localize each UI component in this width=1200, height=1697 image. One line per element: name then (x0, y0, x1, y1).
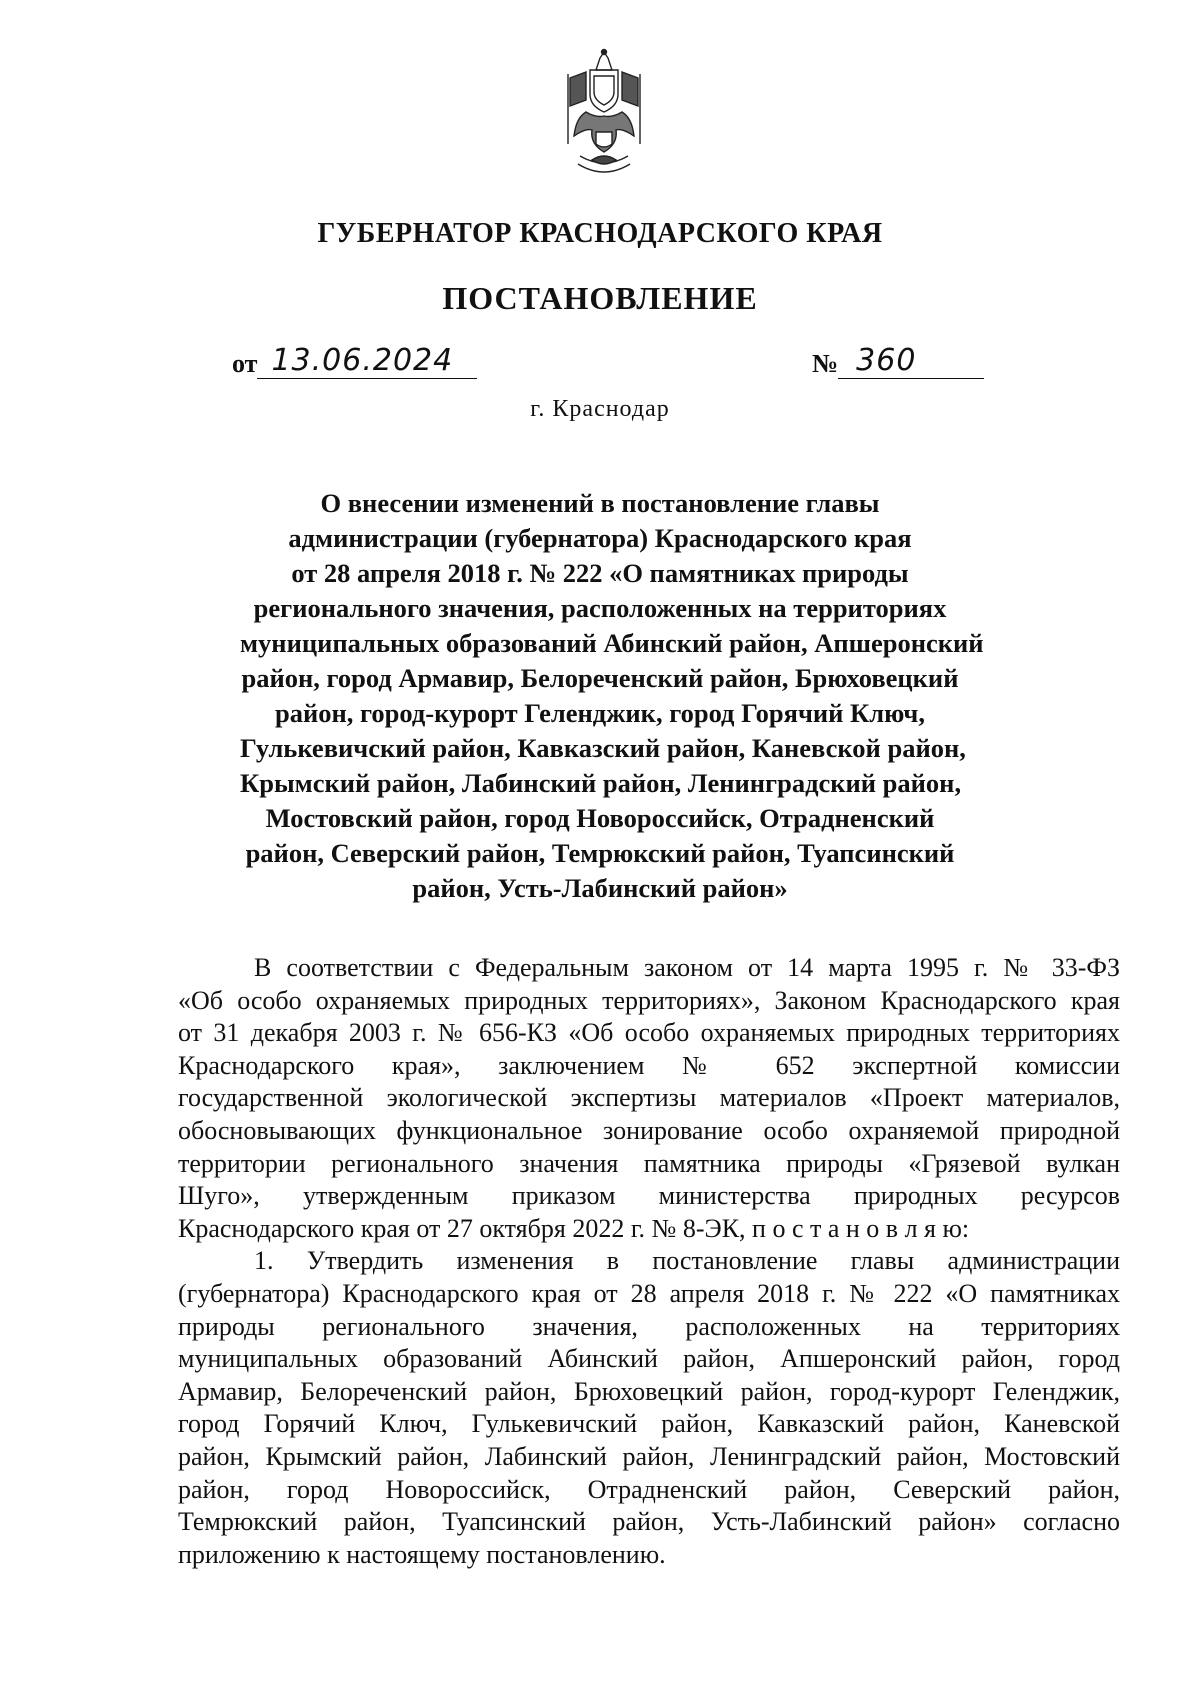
body-line: Краснодарского края», заключением № 652 экспертной комиссии (178, 1050, 1120, 1080)
body-line: Шуго», утвержденным приказом министерства природных ресурсов (178, 1181, 1120, 1211)
body-line: район, город Новороссийск, Отрадненский район, Северский район, (178, 1474, 1120, 1504)
body-line: «Об особо охраняемых природных территориях», Законом Краснодарского края (178, 985, 1120, 1015)
date-field (232, 344, 477, 379)
title-line: О внесении изменений в постановление главы (320, 488, 880, 518)
title-line: район, Усть-Лабинский район» (412, 873, 788, 903)
body-line: В соответствии с Федеральным законом от 14 марта 1995 г. № 33-ФЗ (254, 953, 1120, 982)
title-line: Крымский район, Лабинский район, Ленинградский район, (240, 768, 962, 798)
body-line: приложению к настоящему постановлению. (178, 1539, 666, 1569)
title-line: муниципальных образований Абинский район, Апшеронский (240, 628, 984, 658)
body-line: территории регионального значения памятника природы «Грязевой вулкан (178, 1148, 1120, 1178)
date-value: 13.06.2024 (257, 344, 477, 379)
body-line: муниципальных образований Абинский район, Апшеронский район, город (178, 1344, 1120, 1374)
document-title (240, 486, 984, 906)
title-line: район, город Армавир, Белореченский район, Брюховецкий (241, 663, 959, 693)
body-line: район, Крымский район, Лабинский район, Ленинградский район, Мостовский (178, 1441, 1120, 1471)
title-line: регионального значения, расположенных на территориях (253, 593, 947, 623)
body-text (178, 952, 1120, 1571)
document-type-heading: ПОСТАНОВЛЕНИЕ (442, 280, 758, 316)
number-value: 360 (838, 344, 984, 379)
title-line: от 28 апреля 2018 г. № 222 «О памятниках природы (291, 558, 909, 588)
title-line: Гулькевичский район, Кавказский район, Каневской район, (240, 733, 966, 763)
body-line: Темрюкский район, Туапсинский район, Усть-Лабинский район» согласно (178, 1507, 1120, 1537)
coat-of-arms-icon (556, 48, 652, 184)
body-line: природы регионального значения, расположенных на территориях (178, 1311, 1120, 1341)
title-line: Мостовский район, город Новороссийск, Отрадненский (265, 803, 935, 833)
body-line: город Горячий Ключ, Гулькевичский район, Кавказский район, Каневской (178, 1409, 1120, 1439)
body-line: 1. Утвердить изменения в постановление главы администрации (254, 1246, 1120, 1276)
body-line: (губернатора) Краснодарского края от 28 апреля 2018 г. № 222 «О памятниках (178, 1278, 1120, 1308)
city-line: г. Краснодар (530, 396, 670, 422)
body-line: обосновывающих функциональное зонирование особо охраняемой природной (178, 1115, 1120, 1145)
date-prefix: от (232, 349, 258, 378)
number-field (812, 344, 984, 379)
body-line: Армавир, Белореченский район, Брюховецкий район, город-курорт Геленджик, (178, 1376, 1120, 1406)
title-line: район, город-курорт Геленджик, город Горячий Ключ, (275, 698, 925, 728)
number-prefix: № (812, 349, 839, 378)
body-line: от 31 декабря 2003 г. № 656-КЗ «Об особо охраняемых природных территориях (178, 1018, 1120, 1048)
title-line: район, Северский район, Темрюкский район, Туапсинский (245, 838, 955, 868)
body-line: Краснодарского края от 27 октября 2022 г. № 8-ЭК, п о с т а н о в л я ю: (178, 1213, 970, 1243)
body-line: государственной экологической экспертизы материалов «Проект материалов, (178, 1083, 1120, 1113)
authority-heading: ГУБЕРНАТОР КРАСНОДАРСКОГО КРАЯ (317, 218, 883, 249)
title-line: администрации (губернатора) Краснодарского края (288, 523, 912, 553)
